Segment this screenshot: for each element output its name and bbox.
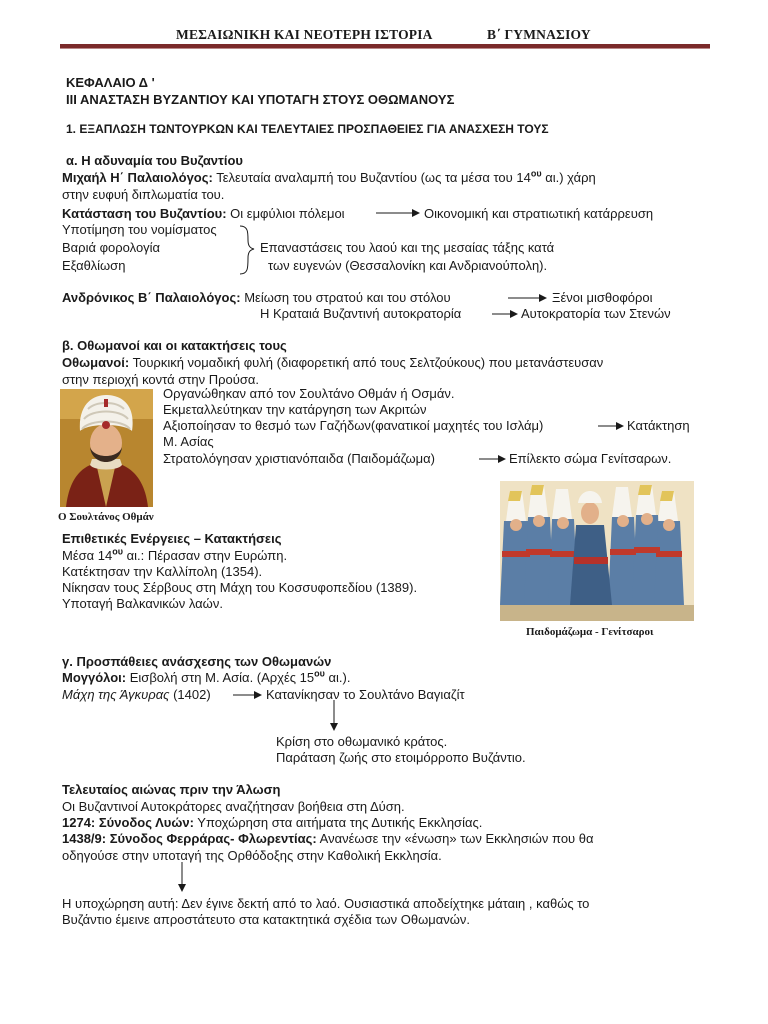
ottomans-text: Τουρκική νομαδική φυλή (διαφορετική από τους Σελτζούκους) που μετανάστευσαν [132, 355, 604, 370]
ankara-result: Κατανίκησαν το Σουλτάνο Βαγιαζίτ [266, 687, 465, 702]
ottomans-list-4: Στρατολόγησαν χριστιανόπαιδα (Παιδομάζωμα) [163, 451, 436, 466]
mongols-label: Μογγόλοι: [62, 670, 127, 685]
header-rule [60, 44, 710, 49]
ankara-label: Μάχη της Άγκυρας [62, 687, 170, 702]
michael-text: Τελευταία αναλαμπή του Βυζαντίου (ως τα μέσα του 14 [216, 170, 531, 185]
crisis-1: Κρίση στο οθωμανικό κράτος. [276, 734, 448, 749]
michael-sup: ου [530, 168, 542, 179]
ferrara-label: 1438/9: Σύνοδος Φερράρας- Φλωρεντίας: [62, 831, 317, 846]
state-label: Κατάσταση του Βυζαντίου: [62, 206, 227, 221]
michael-line [62, 170, 596, 186]
andronikos-text: Μείωση του στρατού και του στόλου [244, 290, 451, 305]
andronikos-result-2: Αυτοκρατορία των Στενών [521, 306, 671, 321]
michael-line-2: στην ευφυή διπλωματία του. [62, 187, 225, 202]
bracket-item-1: Υποτίμηση του νομίσματος [62, 222, 217, 237]
header-title: ΜΕΣΑΙΩΝΙΚΗ ΚΑΙ ΝΕΟΤΕΡΗ ΙΣΤΟΡΙΑ [176, 27, 433, 42]
action-1-text-end: αι.: Πέρασαν στην Ευρώπη. [126, 548, 288, 563]
mongols-line [62, 670, 351, 686]
ottomans-list-3-cont: Μ. Ασίας [163, 434, 214, 449]
michael-label: Μιχαήλ Η΄ Παλαιολόγος: [62, 170, 213, 185]
janissaries-caption: Παιδομάζωμα - Γενίτσαροι [526, 626, 654, 638]
chapter-title: ΙΙΙ ΑΝΑΣΤΑΣΗ ΒΥΖΑΝΤΙΟΥ ΚΑΙ ΥΠΟΤΑΓΗ ΣΤΟΥΣ ΟΘΩΜΑΝΟΥΣ [66, 92, 455, 107]
action-1-sup: ου [112, 546, 123, 557]
bracket-result-1: Επαναστάσεις του λαού και της μεσαίας τάξης κατά [260, 240, 555, 255]
lyon-text: Υποχώρηση στα αιτήματα της Δυτικής Εκκλησίας. [197, 815, 483, 830]
michael-text-end: αι.) χάρη [545, 170, 596, 185]
ferrara-line-2: οδηγούσε στην υποταγή της Ορθόδοξης στην Καθολική Εκκλησία. [62, 848, 442, 863]
crisis-2: Παράταση ζωής στο ετοιμόρροπο Βυζάντιο. [276, 750, 526, 765]
janissaries-illustration [500, 481, 694, 621]
mongols-text-end: αι.). [328, 670, 351, 685]
ottomans-label: Οθωμανοί: [62, 355, 130, 370]
janissaries-picture [500, 481, 694, 621]
ottomans-line [62, 355, 603, 371]
andronikos-result: Ξένοι μισθοφόροι [552, 290, 653, 305]
part-a-heading: α. Η αδυναμία του Βυζαντίου [66, 153, 243, 168]
ottomans-list-1: Οργανώθηκαν από τον Σουλτάνο Οθμάν ή Οσμάν. [163, 386, 455, 401]
actions-heading: Επιθετικές Ενέργειες – Κατακτήσεις [62, 531, 282, 546]
ottomans-line-2: στην περιοχή κοντά στην Προύσα. [62, 372, 260, 387]
final-line-2: Βυζάντιο έμεινε απροστάτευτο στα κατακτητικά σχέδια των Οθωμανών. [62, 912, 470, 927]
state-result: Οικονομική και στρατιωτική κατάρρευση [424, 206, 654, 221]
mongols-text: Εισβολή στη Μ. Ασία. (Αρχές 15 [129, 670, 315, 685]
last-century-heading: Τελευταίος αιώνας πριν την Άλωση [62, 782, 281, 797]
ankara-year: (1402) [173, 687, 211, 702]
bracket-item-3: Εξαθλίωση [62, 258, 126, 273]
lyon-label: 1274: Σύνοδος Λυών: [62, 815, 194, 830]
ferrara-line [62, 831, 594, 847]
ottomans-list-3: Αξιοποίησαν το θεσμό των Γαζήδων(φανατικοί μαχητές του Ισλάμ) [163, 418, 544, 433]
state-text: Οι εμφύλιοι πόλεμοι [230, 206, 345, 221]
header-grade: Β΄ ΓΥΜΝΑΣΙΟΥ [487, 27, 591, 42]
chapter-number: ΚΕΦΑΛΑΙΟ Δ ' [66, 75, 155, 90]
final-line-1: Η υποχώρηση αυτή: Δεν έγινε δεκτή από το λαό. Ουσιαστικά αποδείχτηκε μάταιη , καθώς το [62, 896, 590, 911]
part-c-heading: γ. Προσπάθειες ανάσχεσης των Οθωμανών [62, 654, 332, 669]
bracket-item-2: Βαριά φορολογία [62, 240, 161, 255]
ottomans-list-3-result: Κατάκτηση [627, 418, 690, 433]
sultan-osman-portrait [60, 389, 153, 507]
ankara-line [62, 687, 211, 703]
bracket-result-2: των ευγενών (Θεσσαλονίκη και Ανδριανούπολη). [268, 258, 548, 273]
andronikos-label: Ανδρόνικος Β΄ Παλαιολόγος: [62, 290, 241, 305]
action-1 [62, 548, 287, 564]
action-1-text: Μέσα 14 [62, 548, 113, 563]
ottomans-list-2: Εκμεταλλεύτηκαν την κατάργηση των Ακριτών [163, 402, 427, 417]
sultan-osman-caption: Ο Σουλτάνος Οθμάν [58, 511, 154, 523]
curly-bracket [240, 226, 254, 274]
action-3: Νίκησαν τους Σέρβους στη Μάχη του Κοσσυφοπεδίου (1389). [62, 580, 418, 595]
andronikos-line-2: Η Κραταιά Βυζαντινή αυτοκρατορία [260, 306, 462, 321]
action-2: Κατέκτησαν την Καλλίπολη (1354). [62, 564, 263, 579]
andronikos-line [62, 290, 451, 306]
ottomans-list-4-result: Επίλεκτο σώμα Γενίτσαρων. [509, 451, 672, 466]
section-title: 1. ΕΞΑΠΛΩΣΗ ΤΩΝΤΟΥΡΚΩΝ ΚΑΙ ΤΕΛΕΥΤΑΙΕΣ ΠΡΟΣΠΑΘΕΙΕΣ ΓΙΑ ΑΝΑΣΧΕΣΗ ΤΟΥΣ [66, 122, 549, 136]
action-4: Υποταγή Βαλκανικών λαών. [62, 596, 223, 611]
state-line [62, 206, 345, 222]
part-b-heading: β. Οθωμανοί και οι κατακτήσεις τους [62, 338, 287, 353]
ferrara-text: Ανανέωσε την «ένωση» των Εκκλησιών που θα [319, 831, 594, 846]
mongols-sup: ου [314, 668, 325, 679]
portrait-illustration [60, 389, 153, 507]
last-century-1: Οι Βυζαντινοί Αυτοκράτορες αναζήτησαν βοήθεια στη Δύση. [62, 799, 405, 814]
lyon-line [62, 815, 482, 831]
